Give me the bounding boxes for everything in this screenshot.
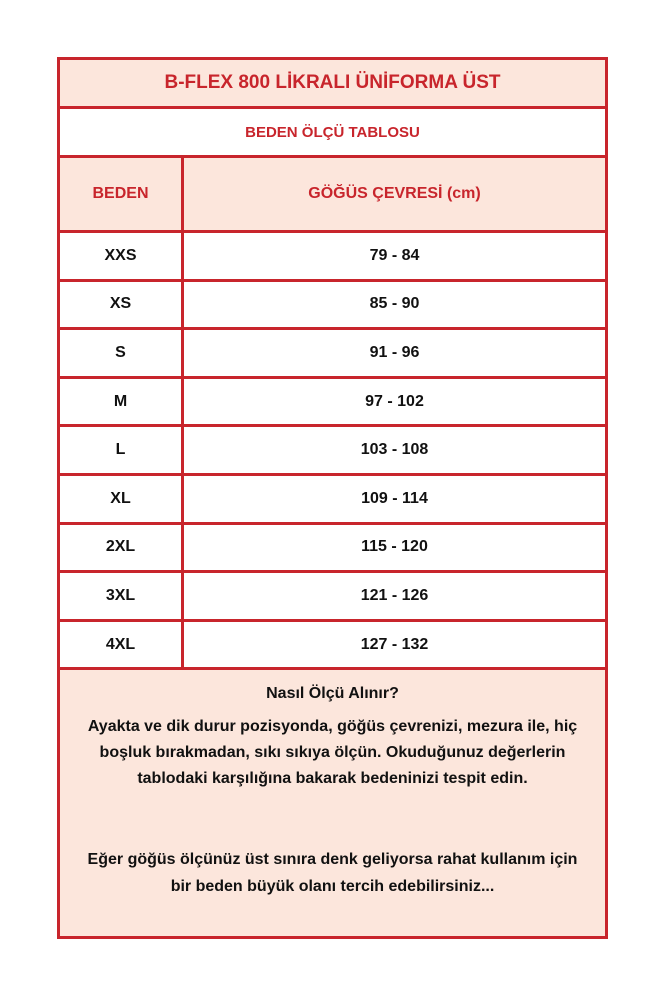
instructions-body: Ayakta ve dik durur pozisyonda, göğüs çevrenizi, mezura ile, hiç boşluk bırakmadan, sıkı sıkıya ölçün. Okuduğunuz değerlerin tablodaki karşılığına bakarak bedeninizi tespit edin. bbox=[87, 718, 578, 787]
size-cell bbox=[60, 573, 184, 619]
size-value: S bbox=[115, 343, 126, 361]
table-row bbox=[60, 282, 605, 331]
size-value: M bbox=[113, 392, 128, 410]
instructions-tip: Eğer göğüs ölçünüz üst sınıra denk geliyorsa rahat kullanım için bir beden büyük olanı tercih edebilirsiniz... bbox=[87, 851, 578, 895]
chest-value: 109 - 114 bbox=[361, 489, 428, 507]
chest-cell bbox=[184, 330, 605, 376]
size-cell bbox=[60, 282, 184, 328]
size-cell bbox=[60, 525, 184, 571]
size-value: 4XL bbox=[105, 635, 136, 653]
title-row bbox=[60, 60, 605, 109]
chest-cell bbox=[184, 282, 605, 328]
size-cell bbox=[60, 622, 184, 668]
table-row bbox=[60, 379, 605, 428]
size-value: 2XL bbox=[105, 538, 136, 556]
chest-value: 115 - 120 bbox=[361, 538, 428, 556]
size-cell bbox=[60, 427, 184, 473]
size-value: XS bbox=[109, 295, 132, 313]
size-value: 3XL bbox=[105, 586, 136, 604]
size-cell bbox=[60, 233, 184, 279]
chest-value: 127 - 132 bbox=[360, 635, 429, 653]
chest-value: 103 - 108 bbox=[360, 441, 429, 459]
chest-cell bbox=[184, 379, 605, 425]
chart-subtitle: BEDEN ÖLÇÜ TABLOSU bbox=[245, 123, 420, 141]
chest-value: 85 - 90 bbox=[369, 295, 420, 313]
chest-cell bbox=[184, 622, 605, 668]
table-header-row bbox=[60, 158, 605, 233]
chart-title: B-FLEX 800 LİKRALI ÜNİFORMA ÜST bbox=[164, 72, 501, 93]
size-header-cell bbox=[60, 158, 184, 230]
chest-column-header: GÖĞÜS ÇEVRESİ (cm) bbox=[308, 185, 481, 202]
size-value: XXS bbox=[104, 246, 137, 264]
chest-value: 97 - 102 bbox=[365, 392, 424, 410]
measurement-instructions bbox=[60, 670, 605, 936]
instructions-heading: Nasıl Ölçü Alınır? bbox=[266, 685, 399, 702]
chest-value: 121 - 126 bbox=[360, 586, 429, 604]
table-row bbox=[60, 525, 605, 574]
chest-value: 79 - 84 bbox=[369, 246, 420, 264]
chest-cell bbox=[184, 573, 605, 619]
size-cell bbox=[60, 330, 184, 376]
chest-header-cell bbox=[184, 158, 605, 230]
chest-value: 91 - 96 bbox=[369, 343, 420, 361]
table-row bbox=[60, 622, 605, 671]
table-row bbox=[60, 476, 605, 525]
size-chart bbox=[57, 57, 608, 939]
chest-cell bbox=[184, 233, 605, 279]
chest-cell bbox=[184, 427, 605, 473]
chest-cell bbox=[184, 476, 605, 522]
size-cell bbox=[60, 379, 184, 425]
size-cell bbox=[60, 476, 184, 522]
table-row bbox=[60, 233, 605, 282]
table-row bbox=[60, 573, 605, 622]
table-body bbox=[60, 233, 605, 670]
chest-cell bbox=[184, 525, 605, 571]
size-value: XL bbox=[110, 489, 131, 507]
table-row bbox=[60, 330, 605, 379]
table-row bbox=[60, 427, 605, 476]
size-value: L bbox=[115, 441, 126, 459]
size-column-header: BEDEN bbox=[92, 185, 149, 202]
subtitle-row bbox=[60, 109, 605, 158]
